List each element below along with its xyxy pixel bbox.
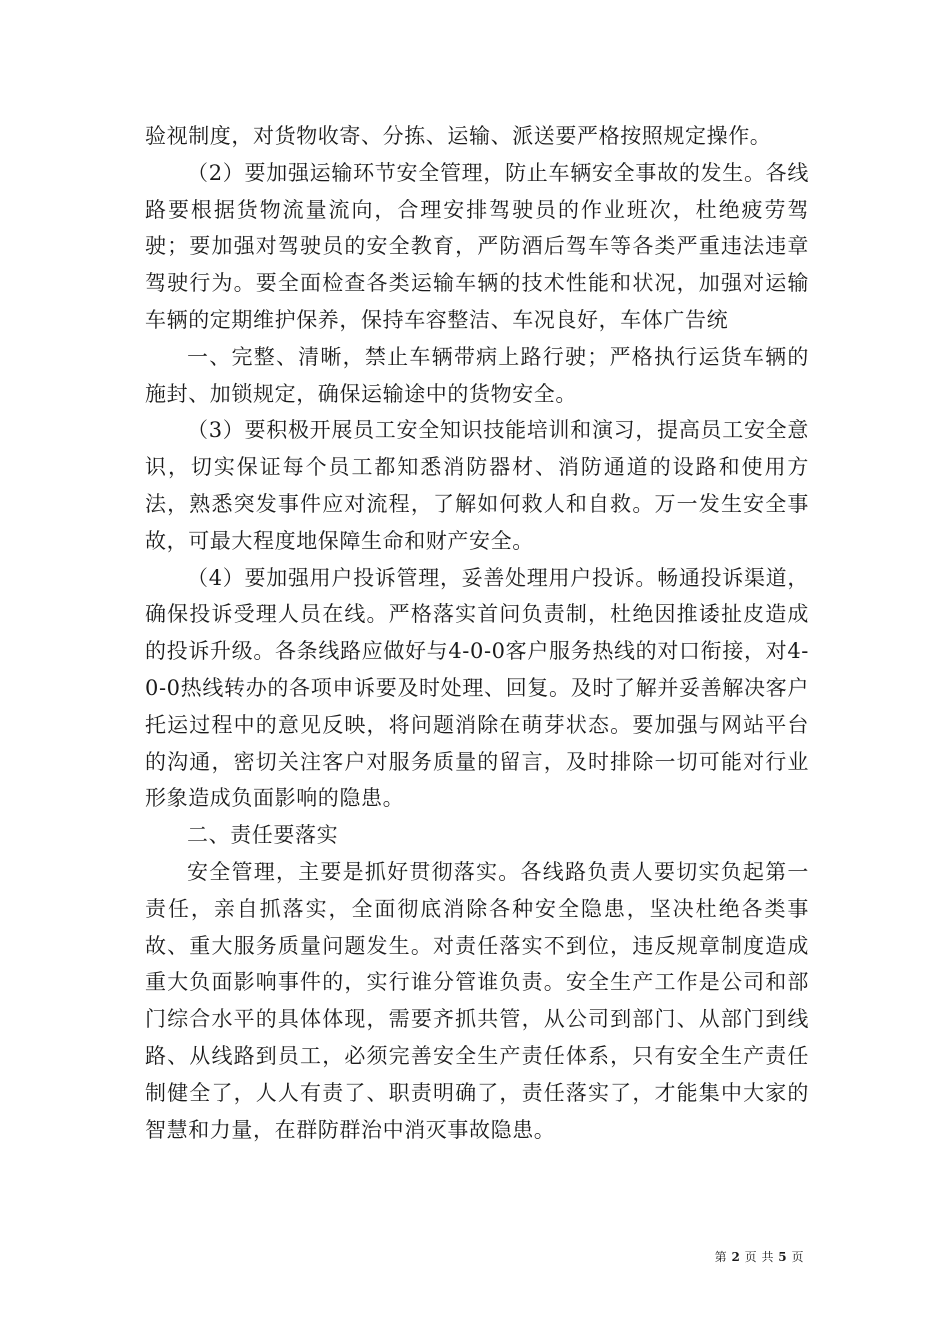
section-heading-two: 二、责任要落实: [187, 823, 339, 848]
footer-suffix: 页: [791, 1250, 804, 1264]
paragraph-continuation: 验视制度，对货物收寄、分拣、运输、派送要严格按照规定操作。: [145, 124, 772, 148]
current-page-number: 2: [731, 1250, 741, 1264]
paragraph-section-one: 一、完整、清晰，禁止车辆带病上路行驶；严格执行运货车辆的施封、加锁规定，确保运输途中的货物安全。: [145, 344, 809, 406]
footer-middle: 页 共: [744, 1250, 774, 1264]
page-footer: [715, 1249, 804, 1265]
total-pages-number: 5: [778, 1250, 788, 1264]
paragraph-item-4: （4）要加强用户投诉管理，妥善处理用户投诉。畅通投诉渠道，确保投诉受理人员在线。严格落实首问负责制，杜绝因推诿扯皮造成的投诉升级。各条线路应做好与4-0-0客户服务热线的对口衔接，对4-0-0热线转办的各项申诉要及时处理、回复。及时了解并妥善解决客户托运过程中的意见反映，将问题消除在萌芽状态。要加强与网站平台的沟通，密切关注客户对服务质量的留言，及时排除一切可能对行业形象造成负面影响的隐患。: [145, 565, 809, 811]
paragraph-item-3: （3）要积极开展员工安全知识技能培训和演习，提高员工安全意识，切实保证每个员工都知悉消防器材、消防通道的设路和使用方法，熟悉突发事件应对流程，了解如何救人和自救。万一发生安全事故，可最大程度地保障生命和财产安全。: [145, 418, 809, 553]
paragraph-responsibility: 安全管理，主要是抓好贯彻落实。各线路负责人要切实负起第一责任，亲自抓落实，全面彻底消除各种安全隐患，坚决杜绝各类事故、重大服务质量问题发生。对责任落实不到位，违反规章制度造成重大负面影响事件的，实行谁分管谁负责。安全生产工作是公司和部门综合水平的具体体现，需要齐抓共管，从公司到部门、从部门到线路、从线路到员工，必须完善安全生产责任体系，只有安全生产责任制健全了，人人有责了、职责明确了，责任落实了，才能集中大家的智慧和力量，在群防群治中消灭事故隐患。: [145, 859, 809, 1142]
footer-prefix: 第: [714, 1250, 728, 1264]
document-body: [145, 118, 809, 1148]
paragraph-item-2: （2）要加强运输环节安全管理，防止车辆安全事故的发生。各线路要根据货物流量流向，合理安排驾驶员的作业班次，杜绝疲劳驾驶；要加强对驾驶员的安全教育，严防酒后驾车等各类严重违法违章驾驶行为。要全面检查各类运输车辆的技术性能和状况，加强对运输车辆的定期维护保养，保持车容整洁、车况良好，车体广告统: [145, 160, 809, 332]
